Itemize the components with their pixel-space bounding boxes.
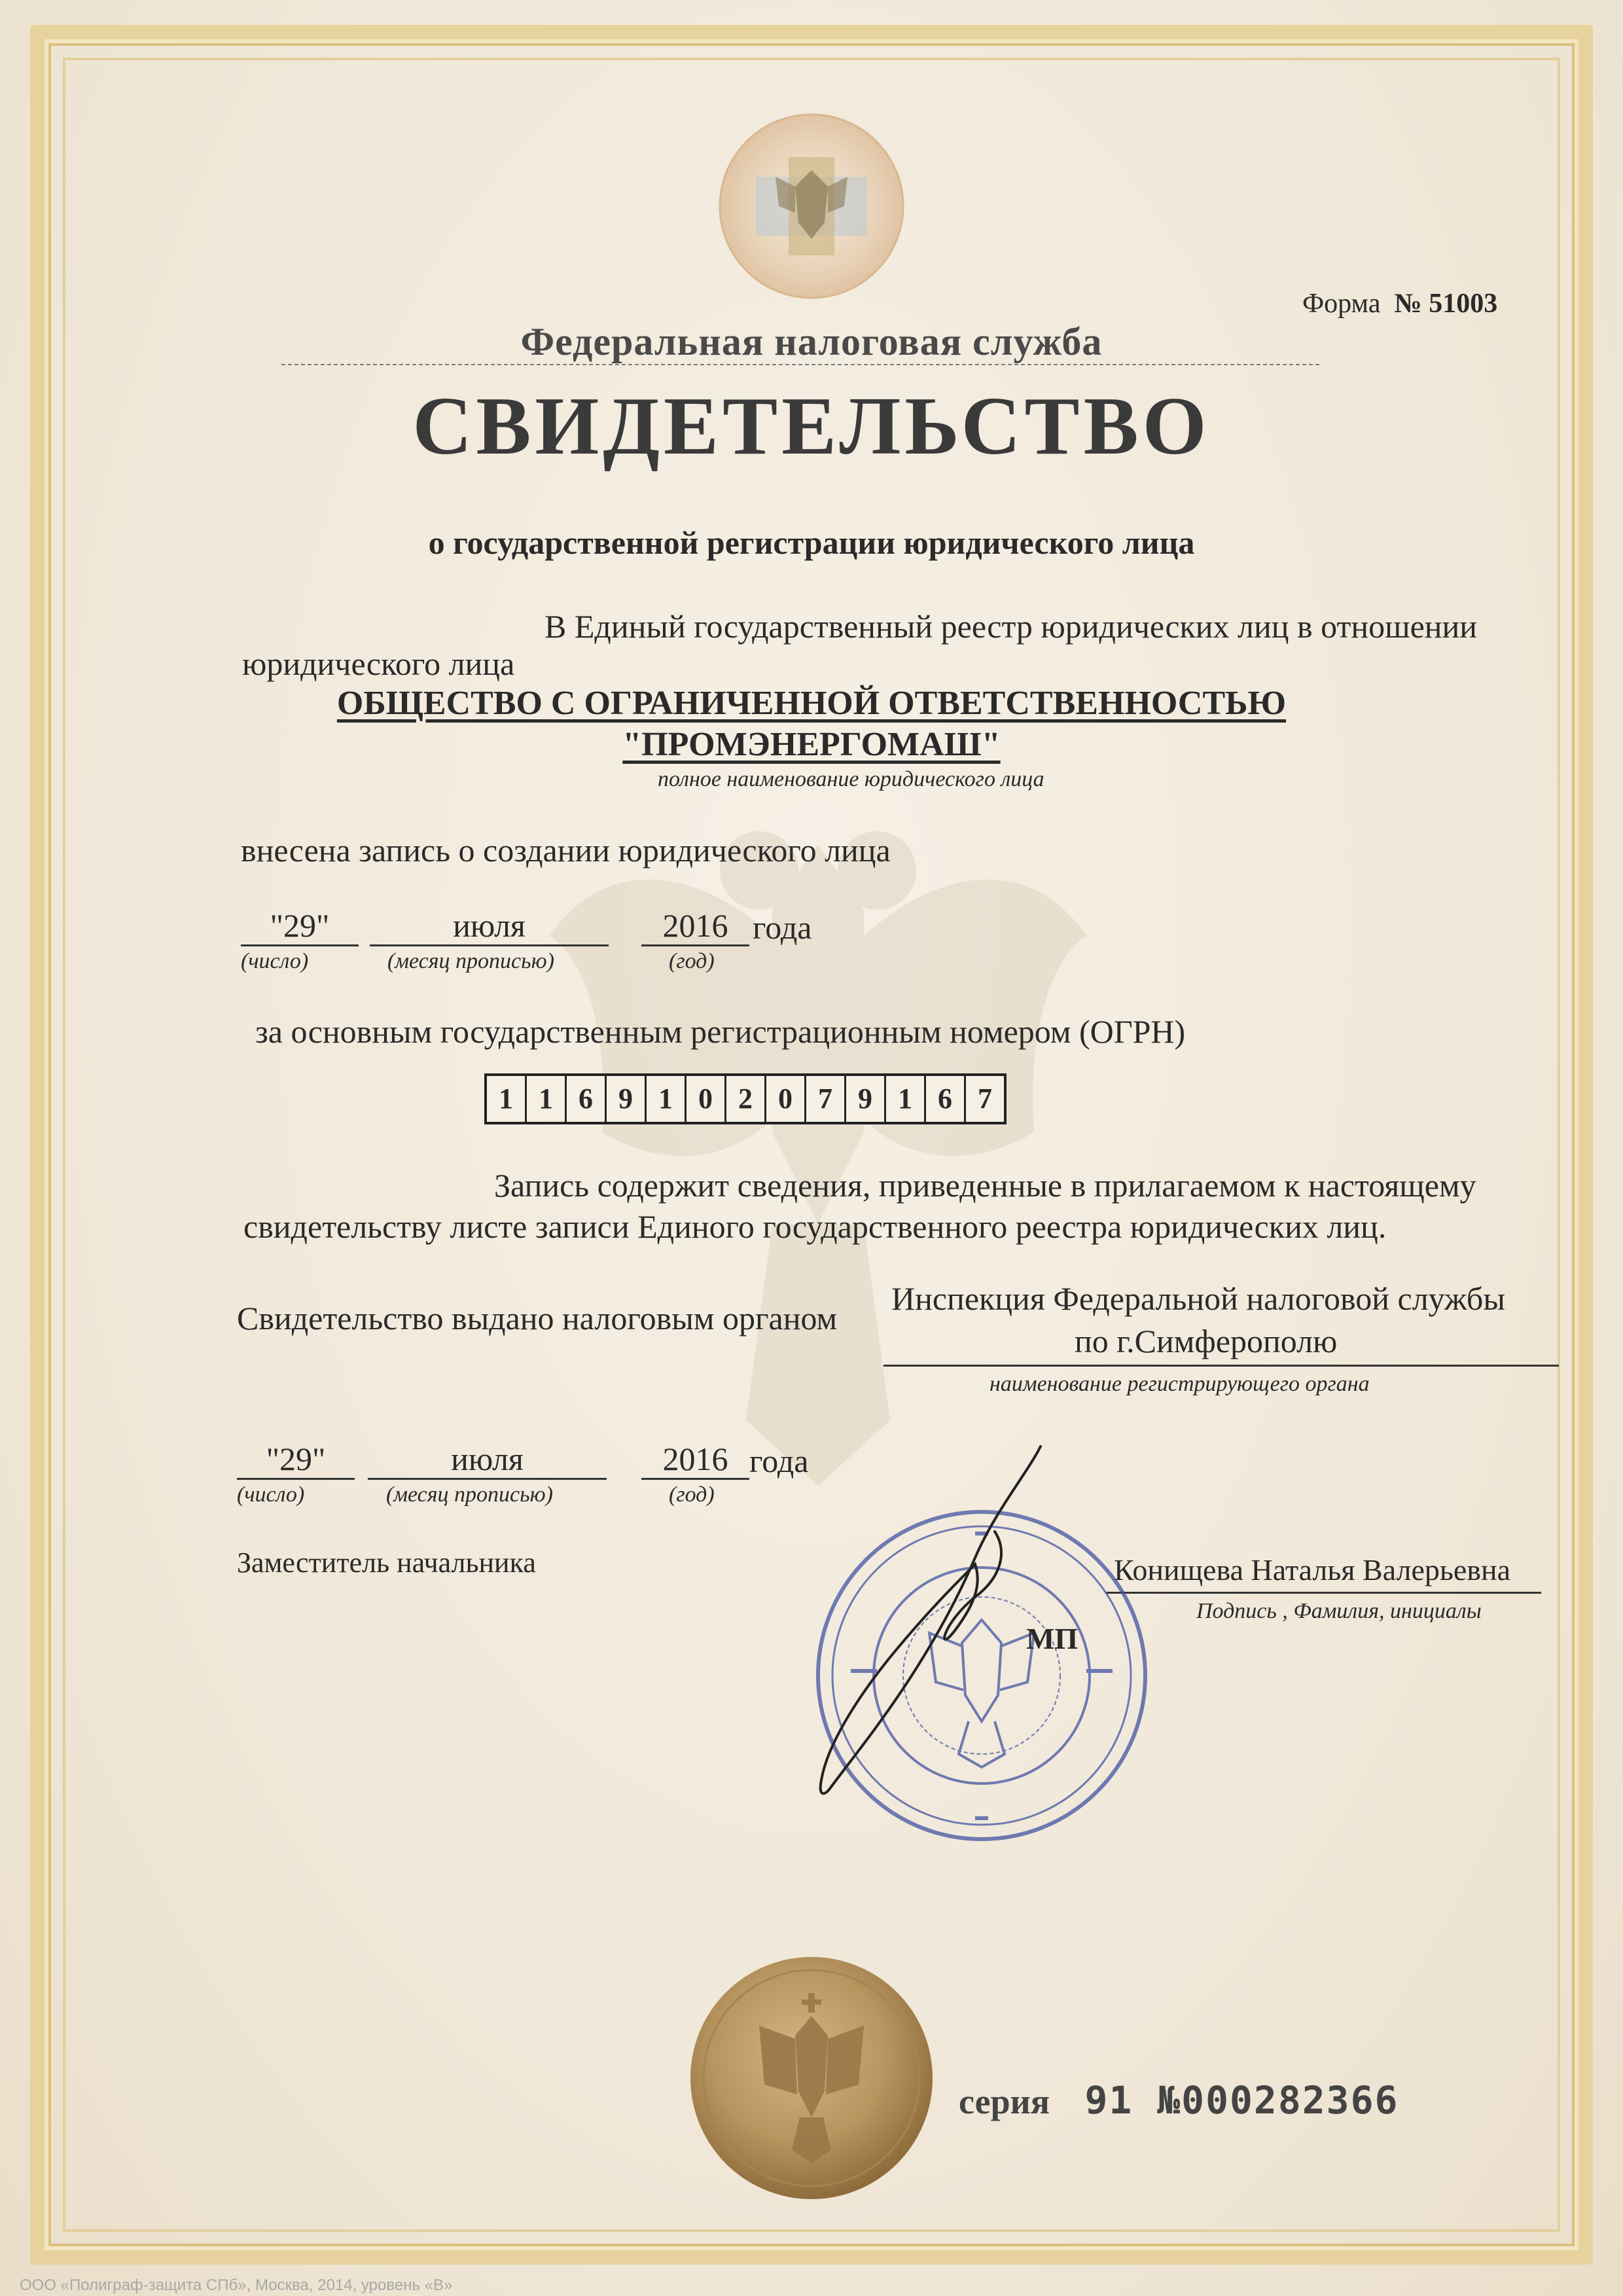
- ogrn-digit: 1: [487, 1076, 527, 1122]
- certificate-subtitle: о государственной регистрации юридического лица: [428, 524, 1195, 561]
- series-number-value: 91 №000282366: [1084, 2078, 1399, 2123]
- ogrn-digit: 1: [886, 1076, 926, 1122]
- ogrn-digit: 9: [607, 1076, 647, 1122]
- ogrn-digit: 2: [726, 1076, 766, 1122]
- series-label: серия: [959, 2082, 1050, 2121]
- ogrn-number: [484, 1073, 1007, 1124]
- signatory-position: Заместитель начальника: [237, 1547, 536, 1579]
- printer-imprint: ООО «Полиграф-защита СПб», Москва, 2014, уровень «В»: [20, 2276, 453, 2294]
- ogrn-digit: 1: [647, 1076, 687, 1122]
- issue-month-caption: (месяц прописью): [386, 1482, 553, 1507]
- issuing-authority-line1: Инспекция Федеральной налоговой службы: [891, 1280, 1505, 1317]
- issuing-authority-line2: по г.Симферополю: [1075, 1323, 1338, 1359]
- registration-month-caption: (месяц прописью): [387, 949, 554, 973]
- certificate-title: СВИДЕТЕЛЬСТВО: [412, 381, 1211, 472]
- handwritten-signature: [779, 1433, 1067, 1813]
- ogrn-digit: 9: [846, 1076, 886, 1122]
- issue-day-caption: (число): [237, 1482, 305, 1507]
- authority-title: Федеральная налоговая служба: [520, 320, 1103, 363]
- form-number-value: № 51003: [1394, 289, 1498, 319]
- form-number: [1302, 288, 1497, 319]
- issuing-authority-underline: [883, 1365, 1559, 1367]
- ogrn-digit: 6: [926, 1076, 966, 1122]
- registration-year: 2016: [641, 906, 749, 946]
- issue-day: "29": [237, 1440, 355, 1480]
- gold-seal-icon: [687, 1954, 936, 2202]
- issued-by-label: Свидетельство выдано налоговым органом: [237, 1300, 838, 1336]
- issue-year-caption: (год): [669, 1482, 715, 1507]
- ogrn-digit: 6: [567, 1076, 607, 1122]
- issue-year-suffix: года: [749, 1443, 809, 1479]
- issue-month: июля: [368, 1440, 607, 1480]
- registry-intro-line1: В Единый государственный реестр юридических лиц в отношении: [544, 608, 1478, 645]
- registration-year-suffix: года: [753, 909, 812, 946]
- ogrn-label: за основным государственным регистрационным номером (ОГРН): [255, 1013, 1186, 1050]
- entry-text: внесена запись о создании юридического лица: [241, 832, 891, 869]
- registration-month: июля: [370, 906, 609, 946]
- header-divider: [281, 364, 1322, 365]
- company-name-line1: ОБЩЕСТВО С ОГРАНИЧЕННОЙ ОТВЕТСТВЕННОСТЬЮ: [336, 685, 1287, 722]
- eagle-watermark-icon: [497, 766, 1139, 1518]
- record-note-line2: свидетельству листе записи Единого государственного реестра юридических лиц.: [243, 1208, 1387, 1245]
- registration-day-caption: (число): [241, 949, 309, 973]
- record-note-line1: Запись содержит сведения, приведенные в прилагаемом к настоящему: [494, 1167, 1476, 1204]
- issue-year: 2016: [641, 1440, 749, 1480]
- ogrn-digit: 1: [527, 1076, 567, 1122]
- registration-year-caption: (год): [669, 949, 715, 973]
- company-name-line2: "ПРОМЭНЕРГОМАШ": [622, 726, 1001, 763]
- form-label: Форма: [1302, 289, 1381, 319]
- stamp-place-label: МП: [1026, 1622, 1079, 1655]
- series-number: [959, 2078, 1399, 2123]
- hologram-emblem-icon: [713, 108, 910, 304]
- signature-line: [1106, 1592, 1541, 1594]
- signatory-caption: Подпись , Фамилия, инициалы: [1196, 1599, 1482, 1623]
- issuing-authority-caption: наименование регистрирующего органа: [990, 1372, 1370, 1396]
- ogrn-digit: 0: [687, 1076, 726, 1122]
- company-name-caption: полное наименование юридического лица: [658, 767, 1044, 791]
- ogrn-digit: 7: [806, 1076, 846, 1122]
- signatory-name: Конищева Наталья Валерьевна: [1114, 1553, 1511, 1587]
- ogrn-digit: 0: [766, 1076, 806, 1122]
- registry-intro-line2: юридического лица: [242, 645, 515, 682]
- registration-day: "29": [241, 906, 359, 946]
- ogrn-digit: 7: [978, 1083, 992, 1115]
